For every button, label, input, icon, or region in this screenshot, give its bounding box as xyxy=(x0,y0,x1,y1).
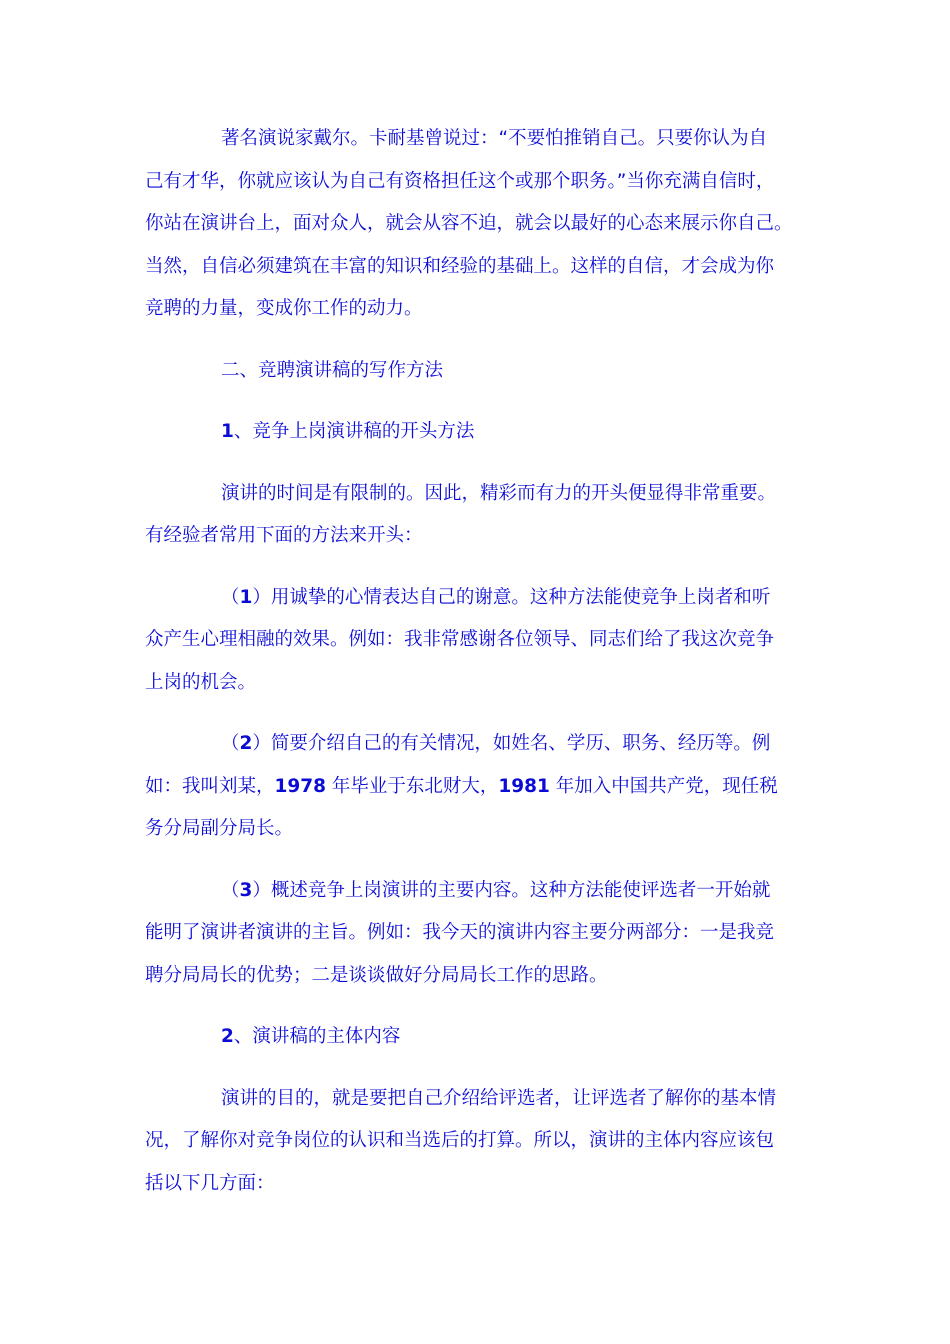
text-line: 竞聘的力量，变成你工作的动力。 xyxy=(145,298,423,319)
paragraph-method-2 xyxy=(145,723,811,851)
text-line: 务分局副分局长。 xyxy=(145,818,294,839)
heading-text: 二、竞聘演讲稿的写作方法 xyxy=(221,359,444,381)
text-line: 当然，自信必须建筑在丰富的知识和经验的基础上。这样的自信，才会成为你 xyxy=(145,255,775,277)
subsection-heading-opening xyxy=(145,411,811,454)
text-line: （2）简要介绍自己的有关情况，如姓名、学历、职务、经历等。例 xyxy=(221,733,771,754)
paragraph-method-1 xyxy=(145,577,811,705)
text-line: 著名演说家戴尔。卡耐基曾说过：“不要怕推销自己。只要你认为自 xyxy=(221,128,768,149)
text-line: （1）用诚挚的心情表达自己的谢意。这种方法能使竞争上岗者和听 xyxy=(221,586,771,608)
paragraph-intro xyxy=(145,118,811,331)
text-line: 众产生心理相融的效果。例如：我非常感谢各位领导、同志们给了我这次竞争 xyxy=(145,629,775,650)
heading-number: 1 xyxy=(221,421,234,442)
text-line: 己有才华，你就应该认为自己有资格担任这个或那个职务。”当你充满自信时， xyxy=(145,170,775,192)
text-line: 演讲的时间是有限制的。因此，精彩而有力的开头便显得非常重要。 xyxy=(221,482,777,504)
text-line: 聘分局局长的优势；二是谈谈做好分局局长工作的思路。 xyxy=(145,964,608,986)
text-line: 如：我叫刘某，1978 年毕业于东北财大，1981 年加入中国共产党，现任税 xyxy=(145,775,778,797)
text-line: 能明了演讲者演讲的主旨。例如：我今天的演讲内容主要分两部分：一是我竞 xyxy=(145,922,775,943)
paragraph-body-intro xyxy=(145,1078,811,1206)
paragraph-method-3 xyxy=(145,870,811,998)
paragraph-opening-intro xyxy=(145,473,811,558)
text-line: 况，了解你对竞争岗位的认识和当选后的打算。所以，演讲的主体内容应该包 xyxy=(145,1130,775,1151)
text-line: 有经验者常用下面的方法来开头： xyxy=(145,525,423,546)
text-line: 你站在演讲台上，面对众人，就会从容不迫，就会以最好的心态来展示你自己。 xyxy=(145,213,793,234)
text-line: 上岗的机会。 xyxy=(145,671,257,693)
text-line: 演讲的目的，就是要把自己介绍给评选者，让评选者了解你的基本情 xyxy=(221,1087,777,1109)
document-body xyxy=(145,118,811,1224)
subsection-heading-body xyxy=(145,1016,811,1059)
heading-text: 、竞争上岗演讲稿的开头方法 xyxy=(233,421,475,442)
text-line: 括以下几方面： xyxy=(145,1172,275,1194)
heading-text: 、演讲稿的主体内容 xyxy=(233,1026,401,1047)
section-heading-writing-method xyxy=(145,350,811,393)
text-line: （3）概述竞争上岗演讲的主要内容。这种方法能使评选者一开始就 xyxy=(221,879,771,901)
heading-number: 2 xyxy=(221,1026,234,1047)
